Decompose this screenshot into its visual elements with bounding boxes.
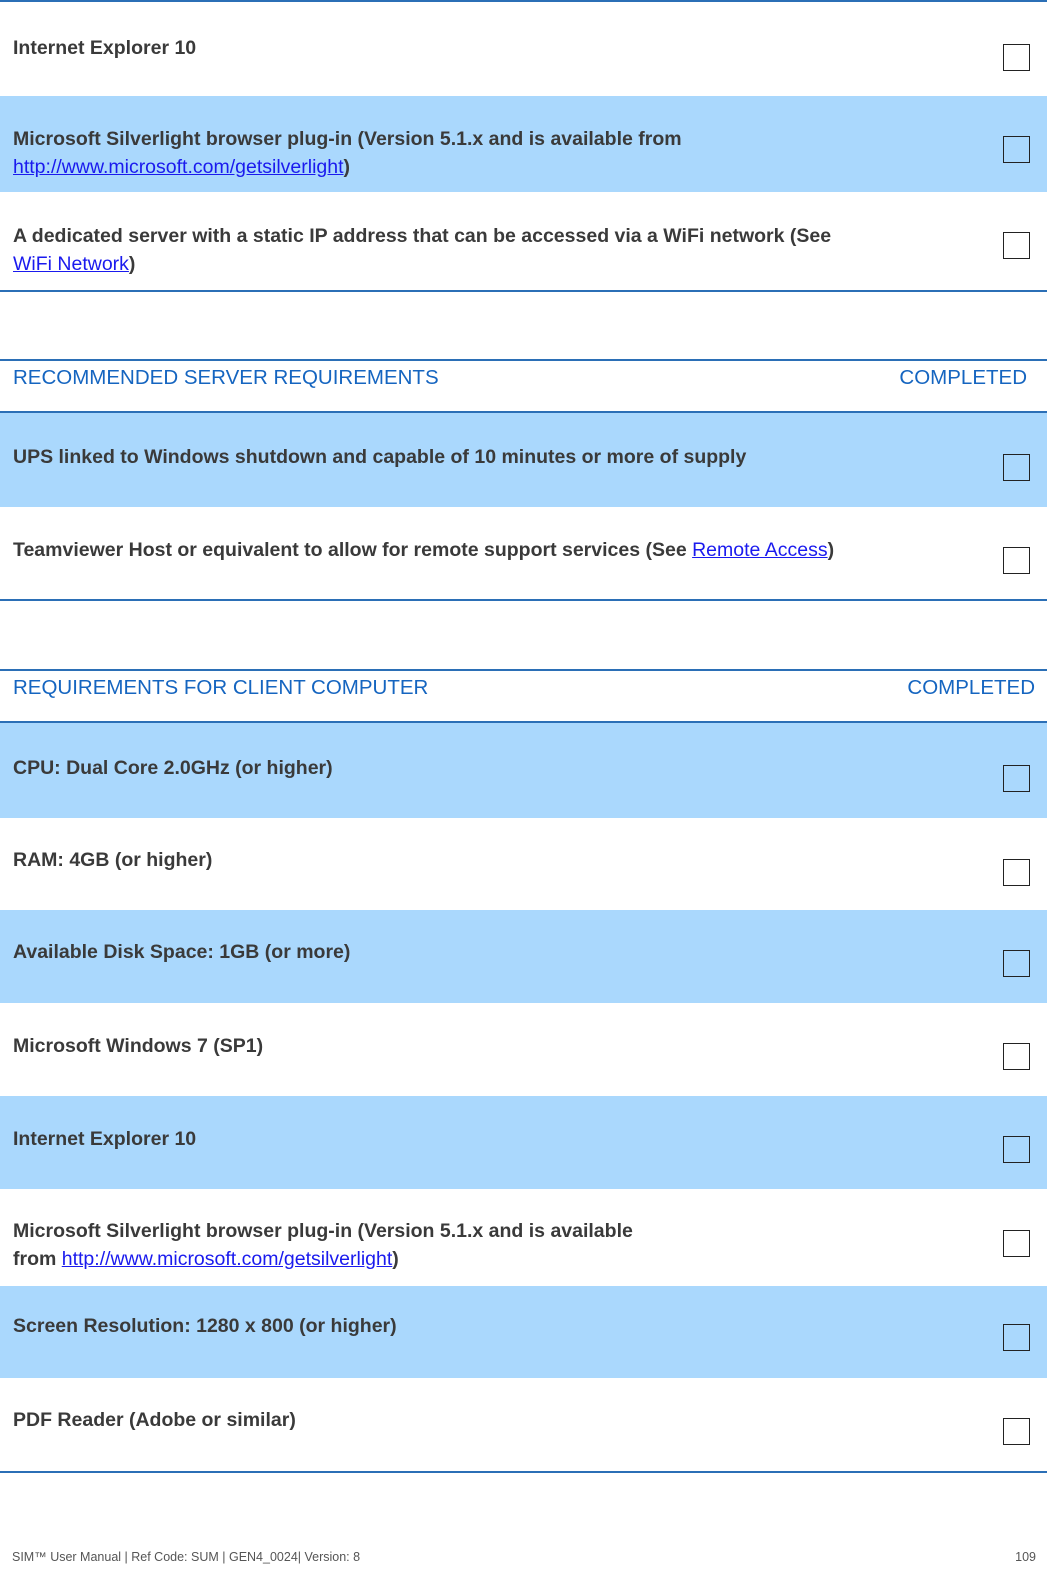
row-label-text: Microsoft Silverlight browser plug-in (Version 5.1.x and is available [13,1220,633,1242]
completed-checkbox[interactable] [1003,232,1030,259]
page-footer: SIM™ User Manual | Ref Code: SUM | GEN4_0024| Version: 8 [12,1550,361,1564]
page-number: 109 [1015,1550,1036,1564]
row-label-text: A dedicated server with a static IP address that can be accessed via a WiFi network (See [13,225,832,247]
table-title: RECOMMENDED SERVER REQUIREMENTS [13,366,439,389]
table-row [0,723,1047,818]
row-label-suffix: ) [392,1248,399,1270]
row-label-text: Teamviewer Host or equivalent to allow for remote support services (See [13,539,693,561]
completed-checkbox[interactable] [1003,1324,1030,1351]
server-requirements-table [0,359,1047,601]
remote-access-link[interactable]: Remote Access [692,539,828,561]
completed-column-header: COMPLETED [899,366,1027,389]
completed-checkbox[interactable] [1003,950,1030,977]
row-label [13,1217,633,1273]
table-header [0,671,1047,723]
completed-checkbox[interactable] [1003,454,1030,481]
silverlight-link[interactable]: http://www.microsoft.com/getsilverlight [13,156,344,178]
row-label-suffix: ) [128,253,136,275]
completed-checkbox[interactable] [1003,1418,1030,1445]
row-label [13,125,682,181]
table-row [0,96,1047,192]
table-row [0,910,1047,1003]
completed-checkbox[interactable] [1003,1230,1030,1257]
table-row [0,1189,1047,1286]
table-header [0,361,1047,413]
table-row [0,1096,1047,1189]
row-label: Internet Explorer 10 [13,1128,197,1150]
client-requirements-table [0,669,1047,1473]
table-row [0,818,1047,910]
completed-checkbox[interactable] [1003,547,1030,574]
row-label-suffix: ) [343,156,351,178]
completed-checkbox[interactable] [1003,859,1030,886]
row-label: Internet Explorer 10 [13,37,197,59]
completed-checkbox[interactable] [1003,1136,1030,1163]
table-row [0,413,1047,507]
row-label-suffix: ) [827,539,835,561]
row-label: Microsoft Windows 7 (SP1) [13,1035,264,1057]
row-label: UPS linked to Windows shutdown and capable of 10 minutes or more of supply [13,446,747,468]
row-label-text: Microsoft Silverlight browser plug-in (Version 5.1.x and is available from [13,128,682,150]
completed-checkbox[interactable] [1003,765,1030,792]
row-label: RAM: 4GB (or higher) [13,849,213,871]
row-label-prefix: from [13,1248,62,1270]
top-requirements-table [0,0,1047,292]
table-row [0,1003,1047,1096]
silverlight-link[interactable]: http://www.microsoft.com/getsilverlight [61,1248,393,1270]
table-title: REQUIREMENTS FOR CLIENT COMPUTER [13,676,429,699]
table-row [0,192,1047,290]
row-label: Available Disk Space: 1GB (or more) [13,941,351,963]
wifi-network-link[interactable]: WiFi Network [13,253,129,275]
table-row [0,1378,1047,1471]
row-label: CPU: Dual Core 2.0GHz (or higher) [13,757,333,779]
completed-column-header: COMPLETED [907,676,1035,699]
table-row [0,507,1047,599]
row-label: PDF Reader (Adobe or similar) [13,1409,296,1431]
row-label: Screen Resolution: 1280 x 800 (or higher) [13,1315,397,1337]
completed-checkbox[interactable] [1003,44,1030,71]
row-label [13,536,834,564]
row-label [13,222,831,278]
completed-checkbox[interactable] [1003,1043,1030,1070]
completed-checkbox[interactable] [1003,136,1030,163]
table-row [0,2,1047,96]
table-row [0,1286,1047,1378]
